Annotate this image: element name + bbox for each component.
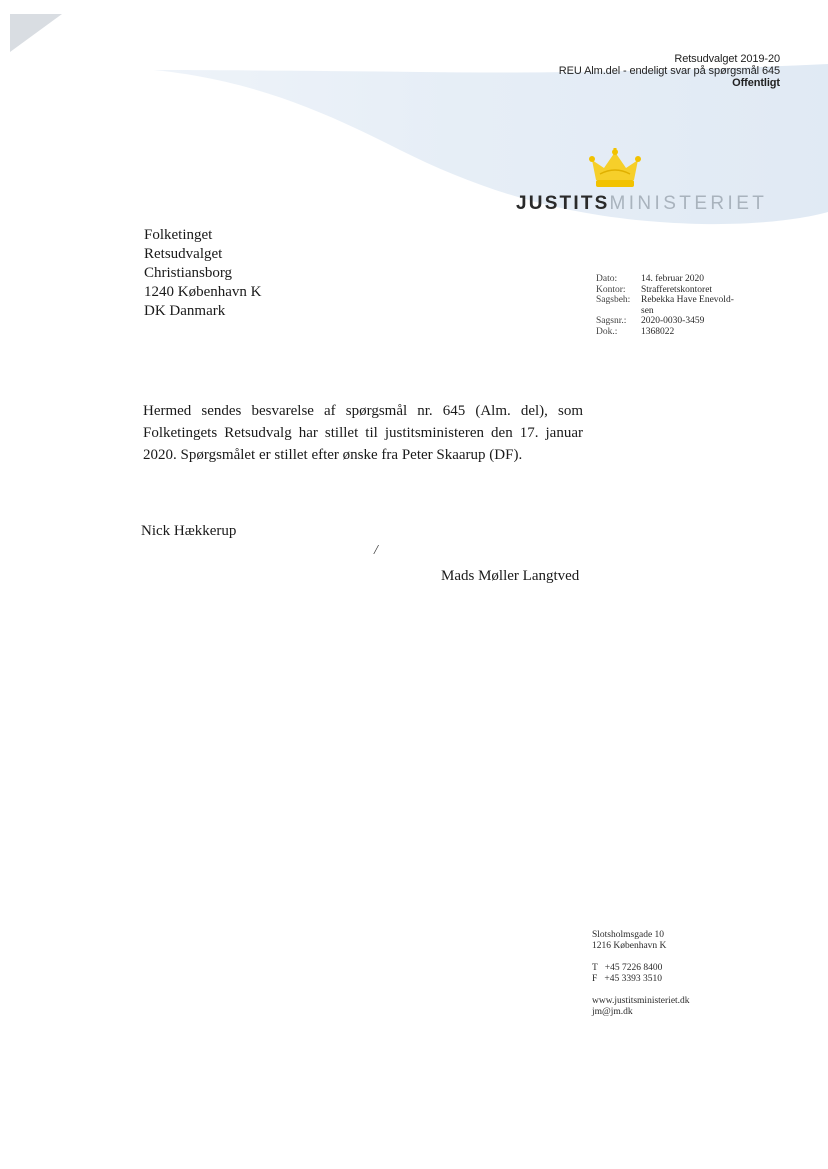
meta-value: Rebekka Have Enevold- xyxy=(641,295,734,305)
meta-value: 2020-0030-3459 xyxy=(641,316,705,326)
signer-official: Mads Møller Langtved xyxy=(441,568,580,584)
footer-phone: T +45 7226 8400 xyxy=(592,963,663,973)
meta-row-handler xyxy=(596,295,741,306)
recipient-address xyxy=(144,226,261,321)
meta-value: 14. februar 2020 xyxy=(641,274,705,284)
meta-key xyxy=(596,306,641,317)
logo-bold-text: JUSTITS xyxy=(516,193,610,214)
crown-icon xyxy=(588,148,642,190)
case-metadata xyxy=(596,274,741,337)
recipient-line: DK Danmark xyxy=(144,303,226,319)
recipient-line: Christiansborg xyxy=(144,265,233,281)
footer-address-line: 1216 København K xyxy=(592,941,667,951)
meta-value: Strafferetskontoret xyxy=(641,284,713,295)
header-wave-graphic xyxy=(0,0,828,260)
meta-row-date xyxy=(596,274,741,285)
meta-row-document xyxy=(596,327,741,338)
contact-footer xyxy=(592,930,690,1018)
footer-website-link[interactable]: www.justitsministeriet.dk xyxy=(592,996,690,1006)
stamp-line-2: REU Alm.del - endeligt svar på spørgsmål 645 xyxy=(558,65,780,77)
meta-key: Sagsnr.: xyxy=(596,316,627,326)
meta-key: Dok.: xyxy=(596,326,618,337)
meta-key: Dato: xyxy=(596,274,618,284)
logo-light-text: MINISTERIET xyxy=(609,193,768,214)
footer-email-link[interactable]: jm@jm.dk xyxy=(592,1007,633,1017)
ministry-logo xyxy=(516,193,767,215)
meta-key: Kontor: xyxy=(596,284,626,295)
meta-row-handler-cont xyxy=(596,306,741,317)
signer-minister: Nick Hækkerup xyxy=(141,523,237,539)
meta-row-office xyxy=(596,285,741,296)
recipient-line: Folketinget xyxy=(144,227,213,243)
footer-fax: F +45 3393 3510 xyxy=(592,974,663,984)
meta-value: sen xyxy=(641,305,654,316)
document-stamp xyxy=(559,53,780,89)
recipient-line: 1240 København K xyxy=(144,284,262,300)
stamp-line-3: Offentligt xyxy=(732,77,780,89)
signature-separator: / xyxy=(374,543,378,558)
footer-address-line: Slotsholmsgade 10 xyxy=(592,930,665,940)
recipient-line: Retsudvalget xyxy=(144,246,223,262)
letter-body: Hermed sendes besvarelse af spørgsmål nr. 645 (Alm. del), som Folketingets Retsudvalg har stillet til justitsministeren den 17. januar 2020. Spørgsmålet er stillet efter ønske fra Peter Skaarup (DF). xyxy=(143,403,583,463)
meta-value: 1368022 xyxy=(641,326,675,337)
meta-row-case-number xyxy=(596,316,741,327)
stamp-line-1: Retsudvalget 2019-20 xyxy=(674,53,780,65)
meta-key: Sagsbeh: xyxy=(596,295,631,305)
